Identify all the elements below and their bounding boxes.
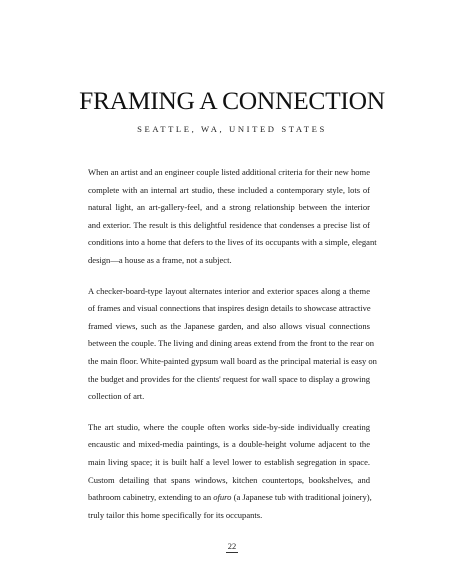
paragraph-line: collection of art.: [88, 391, 145, 402]
paragraph-line: encaustic and mixed-media paintings, is a double-height volume adjacent to the: [88, 439, 370, 450]
paragraph-2: [88, 283, 377, 406]
paragraph-line: natural light, an art-gallery-feel, and a strong relationship between the interior: [88, 202, 370, 213]
paragraph-line: the budget and provides for the clients' request for wall space to display a growing: [88, 373, 370, 384]
text-run: (a Japanese tub with traditional joinery),: [231, 492, 372, 503]
paragraph-line: conditions into a home that defers to the lives of its occupants with a simple, elegant: [88, 237, 377, 248]
paragraph-line: truly tailor this home specifically for its occupants.: [88, 509, 263, 520]
italic-term: ofuro: [213, 492, 232, 503]
paragraph-3: [88, 419, 370, 525]
paragraph-line-mixed: [88, 489, 370, 507]
paragraph-1: [88, 164, 377, 270]
paragraph-line: design—a house as a frame, not a subject.: [88, 254, 232, 265]
paragraph-line: complete with an internal art studio, these included a contemporary style, lots of: [88, 184, 370, 195]
page-number-value: 22: [227, 541, 237, 551]
paragraph-line: The art studio, where the couple often works side-by-side individually creating: [88, 421, 370, 432]
paragraph-line: main living space; it is built half a level lower to establish segregation in space.: [88, 456, 370, 467]
paragraph-line: When an artist and an engineer couple listed additional criteria for their new home: [88, 167, 370, 177]
paragraph-line: Custom detailing that spans windows, kitchen countertops, bookshelves, and: [88, 474, 370, 485]
location-subtitle: SEATTLE, WA, UNITED STATES: [137, 124, 327, 134]
paragraph-line: A checker-board-type layout alternates interior and exterior spaces along a theme: [88, 285, 370, 296]
body-text: [88, 164, 377, 537]
paragraph-line: between the couple. The living and dining areas extend from the front to the rear on: [88, 338, 375, 349]
page-title: FRAMING A CONNECTION: [79, 86, 385, 115]
paragraph-line: the main floor. White-painted gypsum wall board as the principal material is easy on: [88, 355, 377, 366]
page-number: [0, 541, 464, 553]
paragraph-line: and exterior. The result is this delightful residence that condenses a precise list of: [88, 219, 370, 230]
paragraph-line: framed views, such as the Japanese garden, and also allows visual connections: [88, 320, 370, 331]
text-run: bathroom cabinetry, extending to an: [88, 492, 212, 503]
paragraph-line: of frames and visual connections that inspires design details to showcase attractive: [88, 303, 371, 314]
